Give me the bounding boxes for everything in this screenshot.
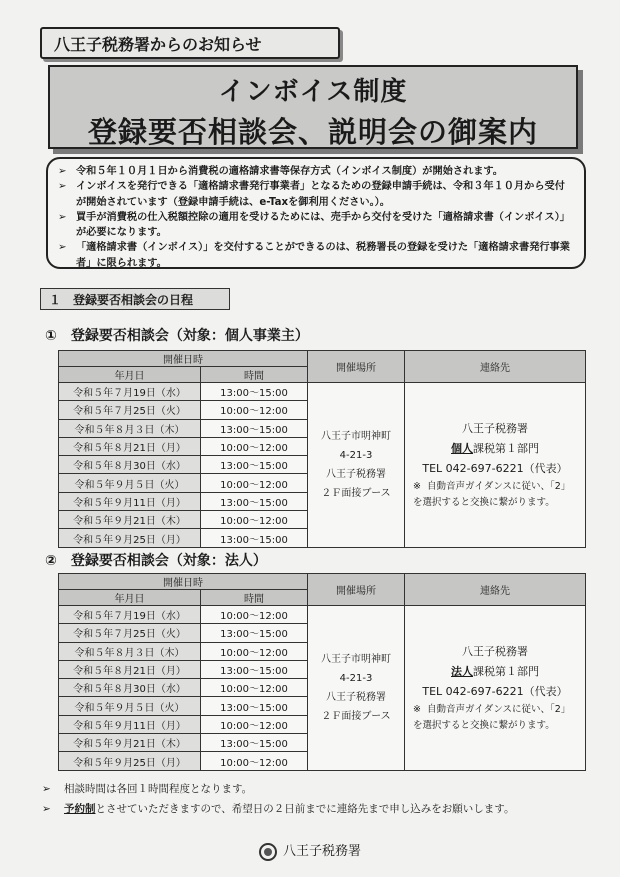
- contact-dept-emph: 個人: [451, 441, 473, 455]
- time-cell: 10:00～12:00: [201, 474, 308, 492]
- time-cell: 13:00～15:00: [201, 697, 308, 715]
- info-text: 令和５年１０月１日から消費税の適格請求書等保存方式（インボイス制度）が開始されます。: [76, 166, 503, 177]
- contact-cell: [405, 383, 586, 548]
- contact-dept: [413, 439, 577, 459]
- date-cell: 令和５年９月21日（木）: [59, 511, 201, 529]
- note-text-rest: とさせていただきますので、希望日の２日前までに連絡先まで申し込みをお願いします。: [95, 803, 515, 815]
- time-cell: 13:00～15:00: [201, 492, 308, 510]
- time-cell: 10:00～12:00: [201, 606, 308, 624]
- date-cell: 令和５年８月30日（水）: [59, 679, 201, 697]
- contact-office: 八王子税務署: [462, 644, 528, 658]
- venue-line: 八王子税務署: [326, 468, 386, 480]
- date-cell: 令和５年８月３日（木）: [59, 642, 201, 660]
- arrow-icon: ➢: [58, 211, 67, 223]
- date-cell: 令和５年８月３日（木）: [59, 419, 201, 437]
- date-cell: 令和５年８月21日（月）: [59, 437, 201, 455]
- time-cell: 10:00～12:00: [201, 715, 308, 733]
- note-mark: ※: [413, 480, 421, 492]
- notice-label-text: 八王子税務署からのお知らせ: [54, 34, 262, 54]
- date-cell: 令和５年８月21日（月）: [59, 660, 201, 678]
- page-title: インボイス制度: [218, 77, 408, 107]
- info-text: 買手が消費税の仕入税額控除の適用を受けるためには、売手から交付を受けた「適格請求書（インボイス）」が必要になります。: [76, 211, 570, 239]
- date-cell: 令和５年８月30日（水）: [59, 456, 201, 474]
- table-row: [59, 606, 586, 624]
- venue-cell: [308, 383, 405, 548]
- header-contact: 連絡先: [405, 574, 586, 606]
- time-cell: 10:00～12:00: [201, 642, 308, 660]
- time-cell: 10:00～12:00: [201, 437, 308, 455]
- header-venue: 開催場所: [308, 574, 405, 606]
- venue-line: 4-21-3: [339, 672, 373, 684]
- note-line2: を選択すると交換に繋がります。: [413, 496, 555, 508]
- page-subtitle: 登録要否相談会、説明会の御案内: [87, 115, 538, 149]
- notice-label: [40, 27, 340, 59]
- header-venue: 開催場所: [308, 351, 405, 383]
- arrow-icon: ➢: [58, 181, 67, 193]
- note-line2: を選択すると交換に繋がります。: [413, 719, 555, 731]
- info-item: [58, 179, 574, 210]
- individual-schedule-table: [58, 350, 586, 548]
- info-text: インボイスを発行できる「適格請求書発行事業者」となるための登録申請手続は、令和３年１０月から受付が開始されています（登録申請手続は、e-Taxを御利用ください。）。: [76, 181, 565, 208]
- contact-office: 八王子税務署: [462, 421, 528, 435]
- time-cell: 10:00～12:00: [201, 401, 308, 419]
- note-text: 相談時間は各回１時間程度となります。: [64, 783, 253, 795]
- time-cell: 13:00～15:00: [201, 529, 308, 547]
- note-mark: ※: [413, 703, 421, 715]
- date-cell: 令和５年９月21日（木）: [59, 734, 201, 752]
- arrow-icon: ➢: [42, 803, 51, 815]
- date-cell: 令和５年７月19日（水）: [59, 383, 201, 401]
- footer-office-name: 八王子税務署: [282, 844, 361, 859]
- date-cell: 令和５年９月25日（月）: [59, 752, 201, 770]
- note-line1: 自動音声ガイダンスに従い、「2」: [427, 480, 571, 492]
- contact-note: [413, 479, 577, 495]
- info-item: [58, 210, 574, 241]
- time-cell: 13:00～15:00: [201, 624, 308, 642]
- arrow-icon: ➢: [58, 166, 67, 177]
- info-box: [46, 157, 586, 269]
- contact-note: [413, 702, 577, 718]
- date-cell: 令和５年７月25日（火）: [59, 624, 201, 642]
- venue-cell: [308, 606, 405, 771]
- time-cell: 13:00～15:00: [201, 383, 308, 401]
- venue-line: 4-21-3: [339, 449, 373, 461]
- date-cell: 令和５年９月25日（月）: [59, 529, 201, 547]
- date-cell: 令和５年９月５日（火）: [59, 697, 201, 715]
- header-date: 年月日: [59, 367, 201, 383]
- date-cell: 令和５年９月11日（月）: [59, 715, 201, 733]
- header-datetime: 開催日時: [59, 351, 308, 367]
- header-datetime: 開催日時: [59, 574, 308, 590]
- header-date: 年月日: [59, 590, 201, 606]
- reservation-emph: 予約制: [64, 803, 96, 815]
- venue-line: 八王子市明神町: [321, 653, 391, 665]
- individual-heading: ① 登録要否相談会（対象：個人事業主）: [45, 328, 309, 344]
- date-cell: 令和５年７月25日（火）: [59, 401, 201, 419]
- arrow-icon: ➢: [58, 242, 67, 254]
- date-cell: 令和５年７月19日（水）: [59, 606, 201, 624]
- venue-line: 八王子税務署: [326, 691, 386, 703]
- venue-line: 八王子市明神町: [321, 430, 391, 442]
- corporate-heading: ② 登録要否相談会（対象：法人）: [45, 553, 267, 569]
- note-item: [42, 799, 602, 819]
- time-cell: 13:00～15:00: [201, 419, 308, 437]
- header-time: 時間: [201, 590, 308, 606]
- contact-dept-rest: 課税第１部門: [473, 441, 539, 455]
- time-cell: 13:00～15:00: [201, 456, 308, 474]
- contact-dept: [413, 662, 577, 682]
- note-text: [64, 799, 514, 819]
- date-cell: 令和５年９月11日（月）: [59, 492, 201, 510]
- info-item: [58, 164, 574, 179]
- section-heading-text: １ 登録要否相談会の日程: [49, 292, 194, 307]
- time-cell: 10:00～12:00: [201, 679, 308, 697]
- venue-line: ２Ｆ面接ブース: [321, 487, 391, 499]
- contact-dept-emph: 法人: [451, 664, 473, 678]
- corporate-schedule-table: [58, 573, 586, 771]
- notes: [42, 779, 602, 819]
- contact-tel: TEL 042-697-6221（代表）: [422, 461, 568, 475]
- time-cell: 13:00～15:00: [201, 734, 308, 752]
- info-item: [58, 240, 574, 271]
- date-cell: 令和５年９月５日（火）: [59, 474, 201, 492]
- contact-cell: [405, 606, 586, 771]
- note-item: [42, 779, 602, 799]
- header-time: 時間: [201, 367, 308, 383]
- contact-tel: TEL 042-697-6221（代表）: [422, 684, 568, 698]
- tax-office-seal-icon: [259, 843, 277, 861]
- contact-dept-rest: 課税第１部門: [473, 664, 539, 678]
- footer: [0, 840, 620, 861]
- title-banner: [48, 65, 578, 149]
- section-heading: [40, 288, 230, 310]
- header-contact: 連絡先: [405, 351, 586, 383]
- venue-line: ２Ｆ面接ブース: [321, 710, 391, 722]
- time-cell: 13:00～15:00: [201, 660, 308, 678]
- table-row: [59, 383, 586, 401]
- time-cell: 10:00～12:00: [201, 511, 308, 529]
- info-text: 「適格請求書（インボイス）」を交付することができるのは、税務署長の登録を受けた「適格請求書発行事業者」に限られます。: [76, 242, 570, 269]
- time-cell: 10:00～12:00: [201, 752, 308, 770]
- arrow-icon: ➢: [42, 783, 51, 795]
- note-line1: 自動音声ガイダンスに従い、「2」: [427, 703, 571, 715]
